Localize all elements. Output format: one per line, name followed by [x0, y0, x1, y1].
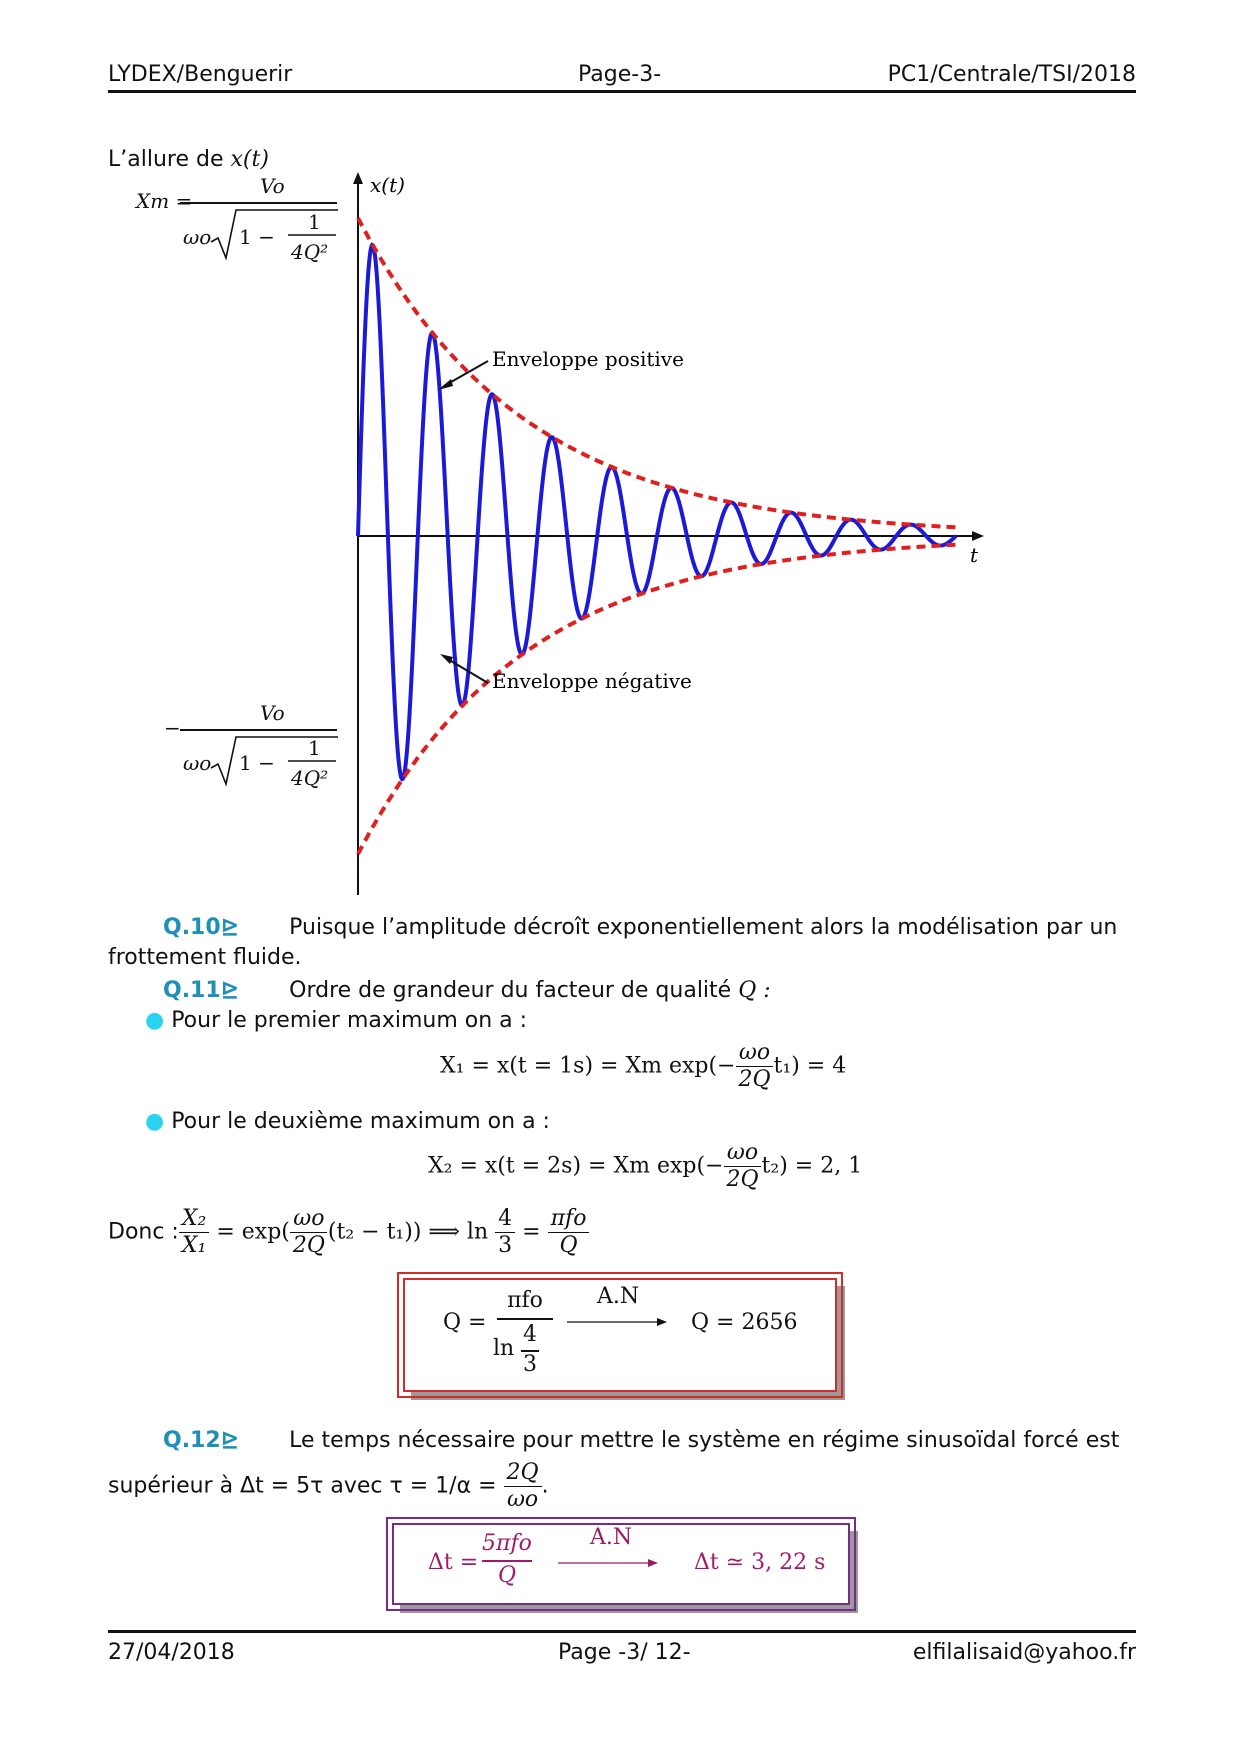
q12-marker-icon: ⊵: [220, 1428, 240, 1453]
top-root-num: 1: [308, 210, 321, 234]
footer-center: Page -3/ 12-: [558, 1640, 691, 1665]
bottom-sign: −: [164, 716, 181, 740]
top-amplitude-label: [134, 174, 338, 264]
donc-mid: = exp(: [216, 1219, 290, 1245]
box2-lhs: Δt =: [428, 1550, 479, 1575]
envelope-negative: [358, 545, 956, 854]
donc-f3num: 4: [495, 1206, 515, 1233]
q12-den: ωo: [506, 1487, 539, 1512]
bottom-root-den: 4Q²: [291, 766, 329, 790]
q10-text2: frottement fluide.: [108, 945, 302, 970]
box1-arrow-label: A.N: [597, 1284, 640, 1309]
donc-eq: =: [522, 1219, 541, 1245]
eq2-rhs: t₂) = 2, 1: [761, 1153, 863, 1179]
footer-rule: [108, 1630, 1136, 1633]
bottom-den-prefix: ωo: [183, 751, 212, 775]
q12-text1: Le temps nécessaire pour mettre le système en régime sinusoïdal forcé est: [289, 1428, 1120, 1453]
q10-line1: [163, 913, 1117, 943]
box1-den-num: 4: [523, 1322, 537, 1347]
result-box-dt: [392, 1523, 850, 1605]
box1-den-ln: ln: [493, 1336, 515, 1361]
intro-var: x(t): [230, 147, 269, 172]
q12-text2: supérieur à Δt = 5τ avec τ = 1/α =: [108, 1473, 497, 1499]
damped-oscillation-figure: [108, 170, 1008, 900]
q12-line2: [108, 1460, 549, 1513]
eq2-num: ωo: [724, 1140, 761, 1167]
q12-end: .: [541, 1473, 549, 1499]
q11-var: Q :: [738, 978, 771, 1003]
bottom-root-num: 1: [308, 736, 321, 760]
box1-lhs: Q =: [443, 1310, 487, 1335]
q11-marker-icon: ⊵: [220, 978, 240, 1003]
equation-1: [440, 1040, 846, 1093]
top-num: Vo: [260, 174, 285, 198]
donc-f4den: Q: [559, 1233, 578, 1258]
equation-2: [428, 1140, 862, 1193]
arrow-negative-head: [440, 654, 453, 664]
envelope-positive: [358, 218, 956, 527]
result-box-q: [403, 1278, 837, 1392]
q11-line: [163, 976, 771, 1006]
eq2-den: 2Q: [726, 1167, 759, 1192]
top-den-prefix: ωo: [183, 225, 212, 249]
box2-result: Δt ≃ 3, 22 s: [694, 1550, 826, 1575]
y-axis-label: x(t): [370, 173, 405, 197]
header-rule: [108, 90, 1136, 93]
top-root-den: 4Q²: [291, 240, 329, 264]
q11-text: Ordre de grandeur du facteur de qualité: [289, 978, 732, 1003]
bottom-num: Vo: [260, 701, 285, 725]
donc-f2num: ωo: [290, 1206, 327, 1233]
y-axis-arrow: [353, 172, 363, 184]
box2-den: Q: [498, 1563, 517, 1588]
q12-line1: [163, 1426, 1119, 1456]
intro-text: L’allure de: [108, 147, 224, 172]
donc-f2den: 2Q: [292, 1233, 325, 1258]
annotation-positive: Enveloppe positive: [492, 347, 684, 371]
header-right: PC1/Centrale/TSI/2018: [887, 62, 1136, 87]
top-root: 1 −: [239, 225, 275, 249]
bullet1-text: Pour le premier maximum on a :: [171, 1008, 528, 1033]
eq1-lhs: X₁ = x(t = 1s) = Xm exp(−: [440, 1053, 736, 1079]
q12-num: 2Q: [504, 1460, 542, 1487]
bottom-amplitude-label: [164, 701, 338, 790]
plot-area: [358, 218, 956, 854]
footer-right: elfilalisaid@yahoo.fr: [912, 1640, 1136, 1665]
x-axis-label: t: [970, 543, 979, 567]
bullet-icon: ●: [145, 1008, 165, 1033]
box2-num: 5πfo: [482, 1531, 532, 1556]
eq1-num: ωo: [736, 1040, 773, 1067]
donc-f3den: 3: [498, 1233, 513, 1258]
footer-left: 27/04/2018: [108, 1640, 235, 1665]
bullet1-line: [145, 1006, 527, 1036]
q10-label: Q.10: [163, 915, 221, 940]
header-left: LYDEX/Benguerir: [108, 62, 293, 87]
bullet2-text: Pour le deuxième maximum on a :: [171, 1109, 550, 1134]
eq1-den: 2Q: [738, 1067, 771, 1092]
x-axis-arrow: [972, 531, 984, 541]
donc-f4num: πfo: [548, 1206, 590, 1233]
q11-label: Q.11: [163, 978, 221, 1003]
q10-text1: Puisque l’amplitude décroît exponentiellement alors la modélisation par un: [289, 915, 1118, 940]
box1-num: πfo: [507, 1288, 543, 1313]
top-xm: Xm =: [136, 189, 193, 213]
donc-text: Donc :: [108, 1219, 179, 1245]
box1-den-den: 3: [523, 1352, 537, 1377]
bullet2-line: [145, 1107, 550, 1137]
bottom-root: 1 −: [239, 751, 275, 775]
donc-f1den: X₁: [181, 1233, 207, 1258]
q12-label: Q.12: [163, 1428, 221, 1453]
eq1-rhs: t₁) = 4: [773, 1053, 847, 1079]
donc-f1num: X₂: [179, 1206, 209, 1233]
long-arrow-icon: [558, 1557, 660, 1569]
long-arrow-icon: [567, 1316, 669, 1328]
header-center: Page-3-: [578, 62, 662, 87]
q10-marker-icon: ⊵: [220, 915, 240, 940]
box2-arrow-label: A.N: [590, 1525, 633, 1550]
box1-result: Q = 2656: [691, 1310, 798, 1335]
oscillation-curve: [358, 245, 956, 779]
donc-equation: [108, 1206, 589, 1259]
annotation-negative: Enveloppe négative: [492, 669, 692, 693]
eq2-lhs: X₂ = x(t = 2s) = Xm exp(−: [428, 1153, 724, 1179]
bullet-icon: ●: [145, 1109, 165, 1134]
donc-mid2: (t₂ − t₁)) ⟹ ln: [327, 1219, 489, 1245]
